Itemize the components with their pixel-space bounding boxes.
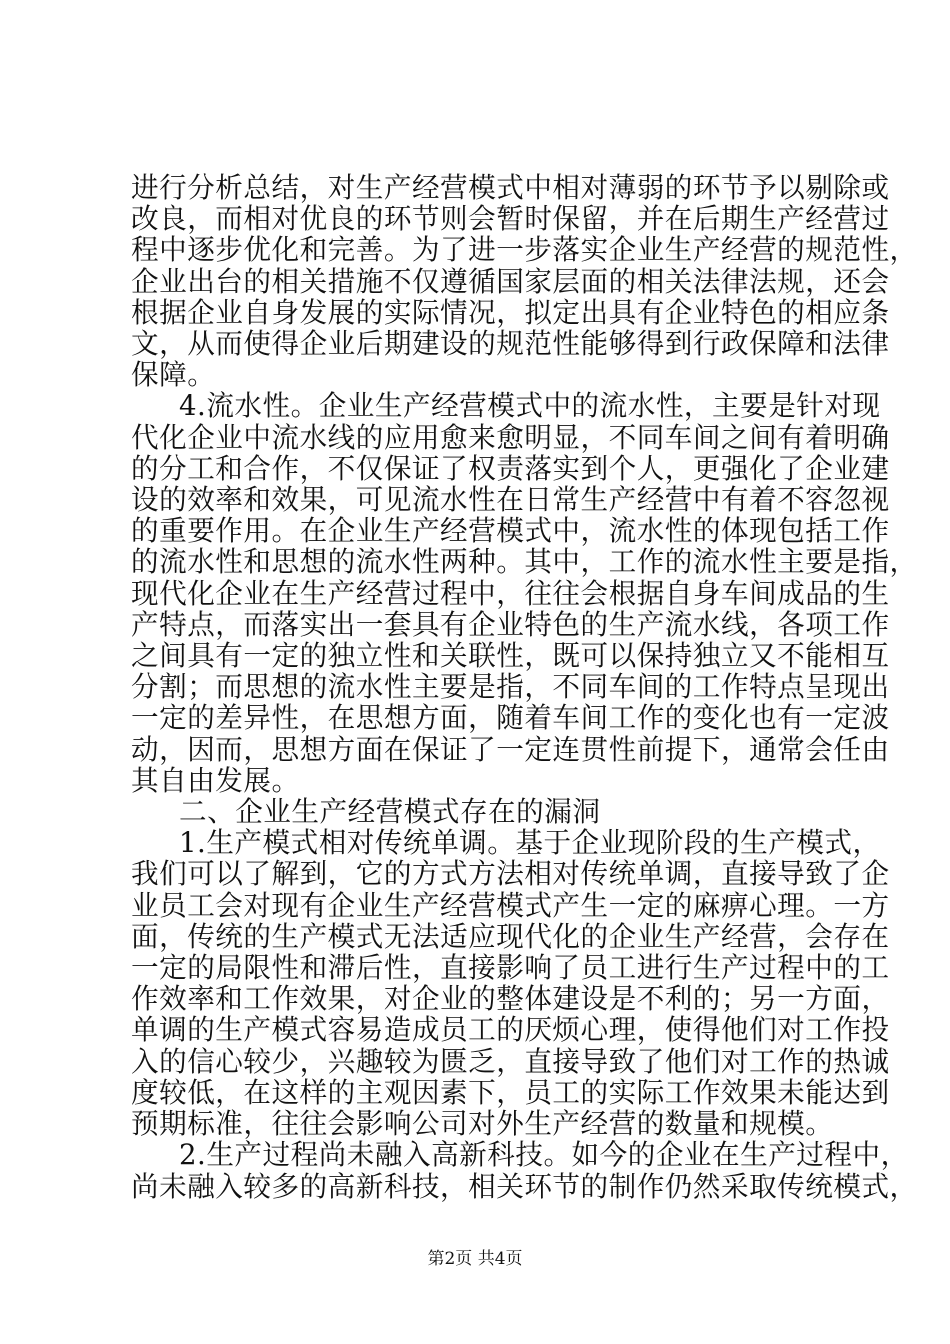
text-line: 产特点，而落实出一套具有企业特色的生产流水线，各项工作 [131,607,890,641]
text-line: 保障。 [131,358,216,392]
text-line: 之间具有一定的独立性和关联性，既可以保持独立又不能相互 [131,639,890,673]
text-line: 预期标准，往往会影响公司对外生产经营的数量和规模。 [131,1107,834,1141]
text-line: 代化企业中流水线的应用愈来愈明显，不同车间之间有着明确 [131,420,890,454]
text-line: 企业出台的相关措施不仅遵循国家层面的相关法律法规，还会 [131,264,890,298]
text-line: 面，传统的生产模式无法适应现代化的企业生产经营，会存在 [131,919,890,953]
text-line: 文，从而使得企业后期建设的规范性能够得到行政保障和法律 [131,327,890,361]
paragraph-start: 4.流水性。企业生产经营模式中的流水性，主要是针对现 [179,389,881,423]
body-text [131,171,918,1203]
text-line: 现代化企业在生产经营过程中，往往会根据自身车间成品的生 [131,576,890,610]
text-line: 入的信心较少，兴趣较为匮乏，直接导致了他们对工作的热诚 [131,1044,890,1078]
text-line: 其自由发展。 [131,763,300,797]
text-line: 度较低，在这样的主观因素下，员工的实际工作效果未能达到 [131,1075,890,1109]
text-line: 改良，而相对优良的环节则会暂时保留，并在后期生产经营过 [131,202,890,236]
text-line: 根据企业自身发展的实际情况，拟定出具有企业特色的相应条 [131,295,890,329]
section-heading: 二、企业生产经营模式存在的漏洞 [179,795,601,829]
text-line: 的分工和合作，不仅保证了权责落实到个人，更强化了企业建 [131,451,890,485]
text-line: 业员工会对现有企业生产经营模式产生一定的麻痹心理。一方 [131,888,890,922]
text-line: 设的效率和效果，可见流水性在日常生产经营中有着不容忽视 [131,483,890,517]
text-line: 作效率和工作效果，对企业的整体建设是不利的；另一方面， [131,982,890,1016]
text-line: 进行分析总结，对生产经营模式中相对薄弱的环节予以剔除或 [131,171,890,204]
text-line: 动，因而，思想方面在保证了一定连贯性前提下，通常会任由 [131,732,890,766]
text-line: 的重要作用。在企业生产经营模式中，流水性的体现包括工作 [131,514,890,548]
text-line: 的流水性和思想的流水性两种。其中，工作的流水性主要是指， [131,545,918,579]
text-line: 一定的局限性和滞后性，直接影响了员工进行生产过程中的工 [131,951,890,985]
text-line: 尚未融入较多的高新科技，相关环节的制作仍然采取传统模式， [131,1169,918,1203]
paragraph-start: 2.生产过程尚未融入高新科技。如今的企业在生产过程中， [179,1138,909,1172]
text-line: 单调的生产模式容易造成员工的厌烦心理，使得他们对工作投 [131,1013,890,1047]
text-line: 我们可以了解到，它的方式方法相对传统单调，直接导致了企 [131,857,890,891]
paragraph-start: 1.生产模式相对传统单调。基于企业现阶段的生产模式， [179,826,881,860]
text-line: 分割；而思想的流水性主要是指，不同车间的工作特点呈现出 [131,670,890,704]
text-line: 程中逐步优化和完善。为了进一步落实企业生产经营的规范性， [131,233,918,267]
page-number-footer: 第2页 共4页 [427,1249,523,1269]
text-line: 一定的差异性，在思想方面，随着车间工作的变化也有一定波 [131,701,890,735]
